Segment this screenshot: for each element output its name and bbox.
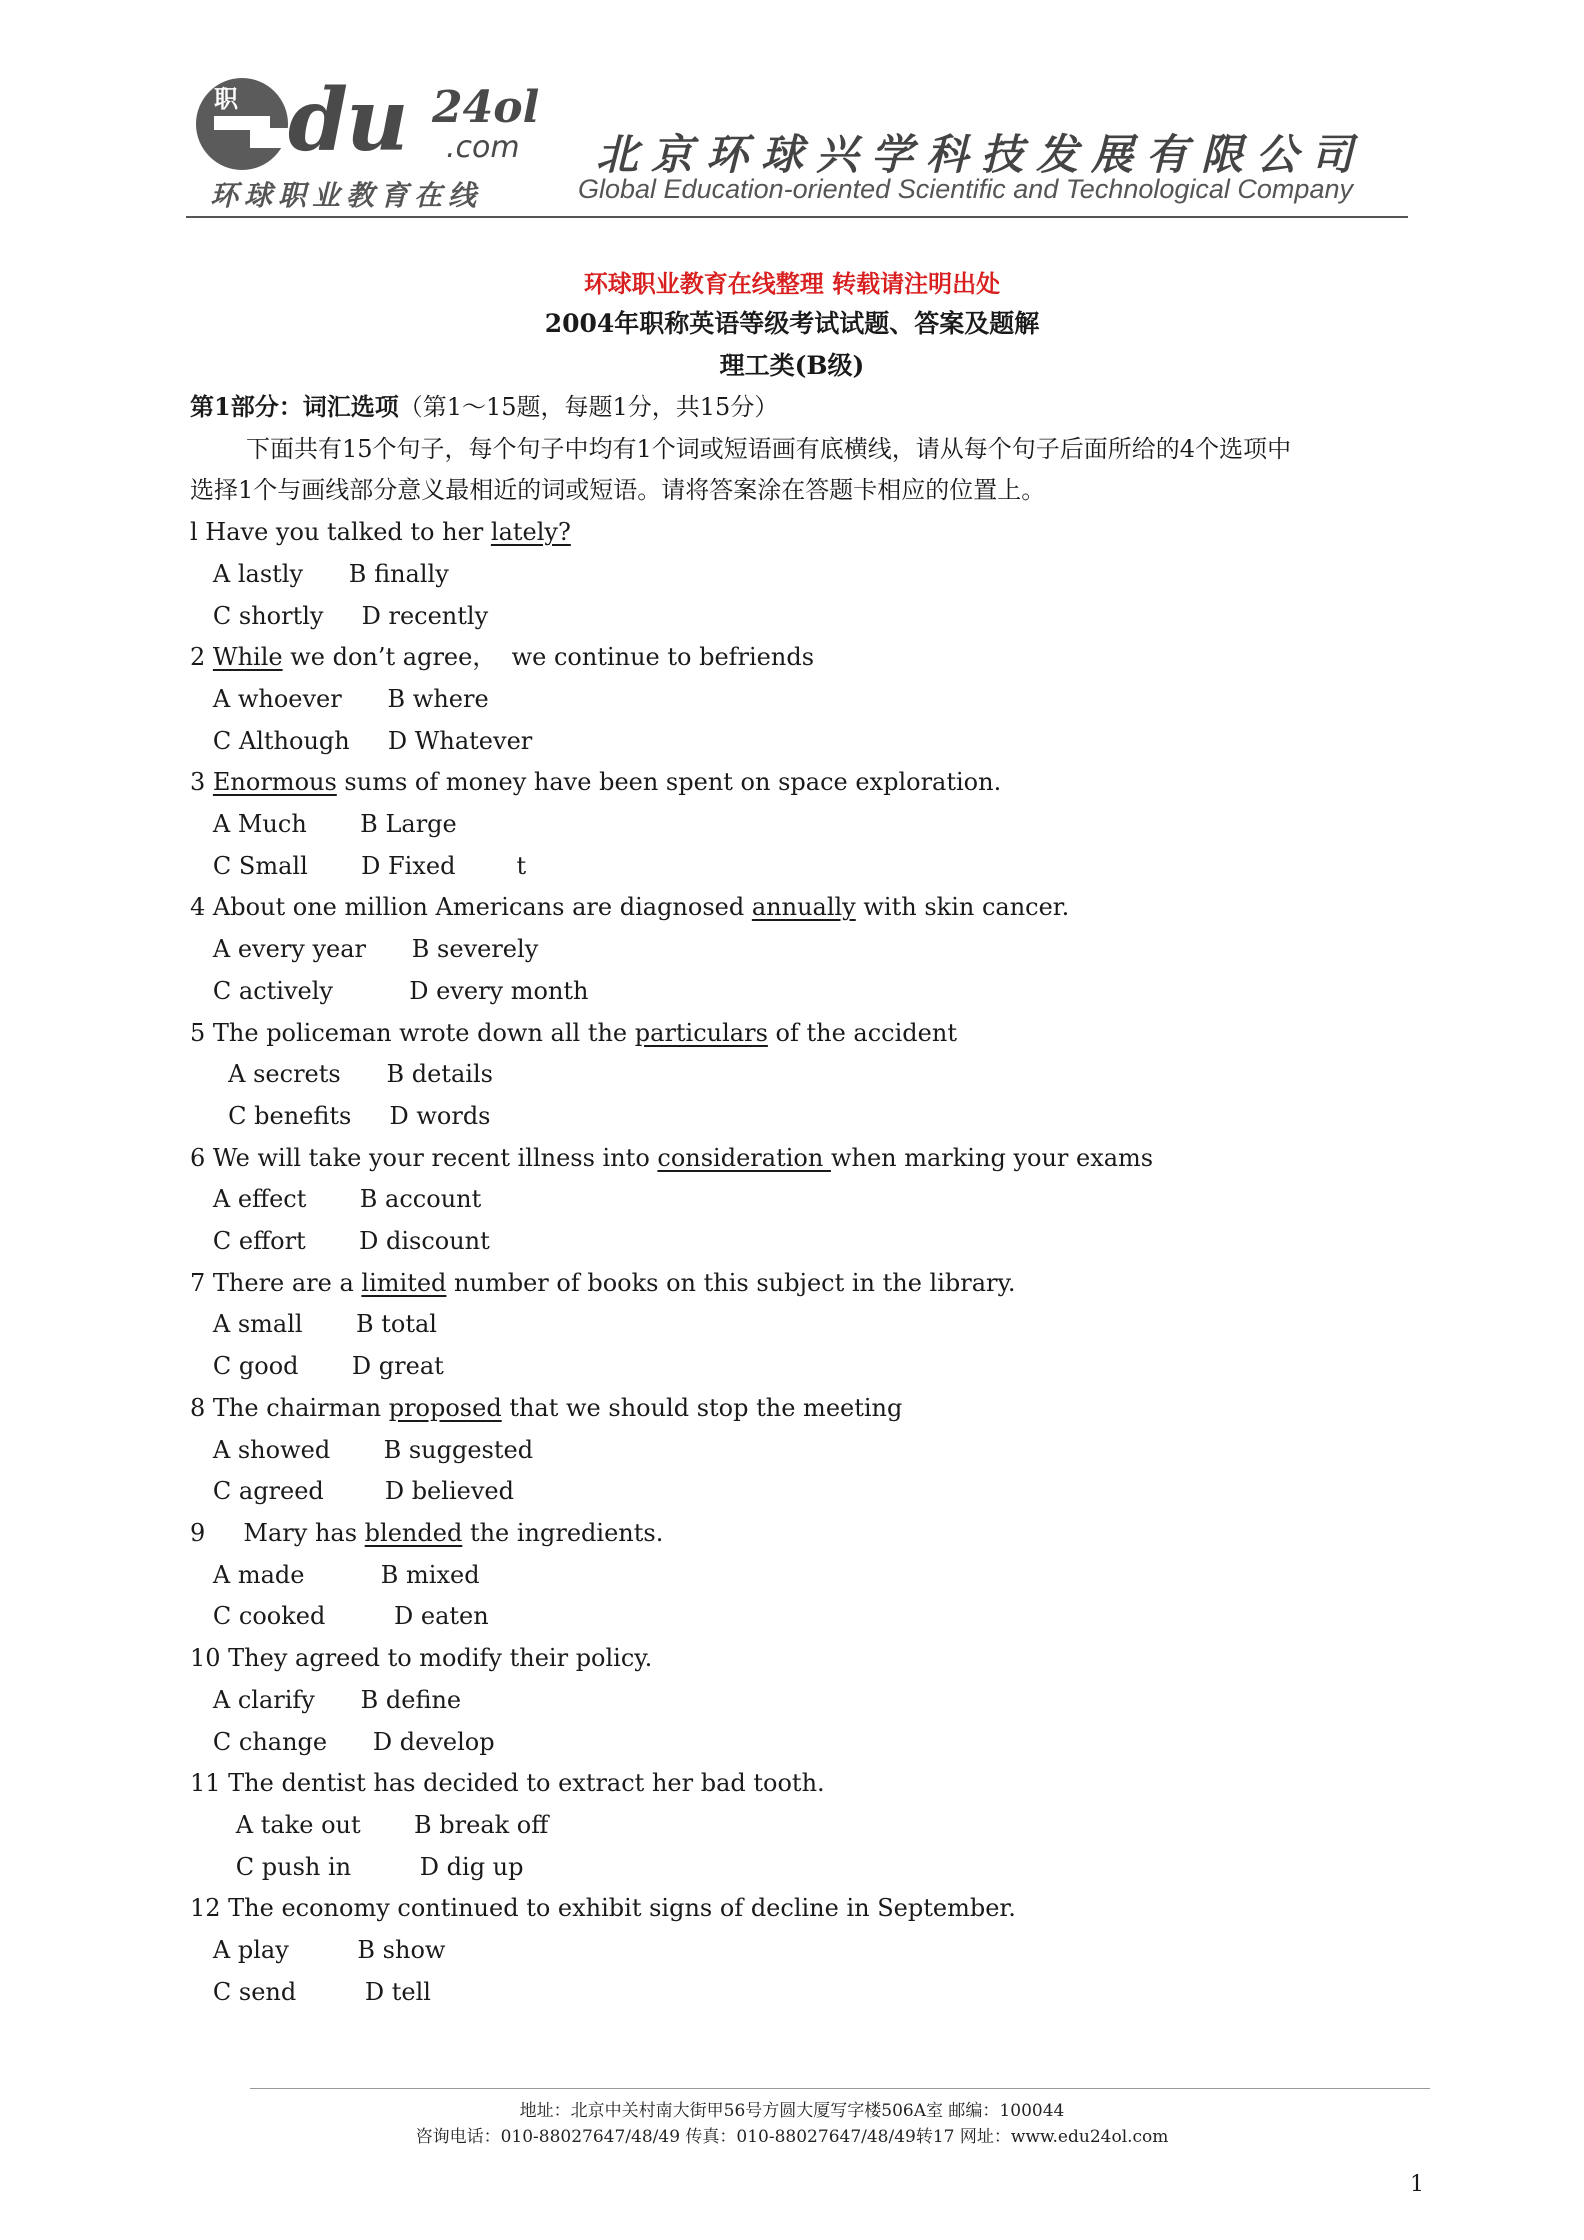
logo-chinese-tagline: 环球职业教育在线 bbox=[210, 179, 483, 212]
answer-options: C benefits D words bbox=[190, 1101, 491, 1130]
answer-options: C Small D Fixed t bbox=[190, 851, 527, 880]
underlined-word: blended bbox=[364, 1518, 463, 1547]
answer-options: A lastly B finally bbox=[190, 559, 449, 588]
underlined-word: particulars bbox=[634, 1018, 768, 1047]
logo-24ol: 24ol bbox=[432, 82, 540, 133]
answer-options: A made B mixed bbox=[190, 1560, 480, 1589]
page-number: 1 bbox=[1410, 2172, 1424, 2197]
question-text: 12 The economy continued to exhibit signs of decline in September. bbox=[190, 1894, 1016, 1923]
question-text: 4 About one million Americans are diagnosed bbox=[190, 893, 752, 922]
question-text: 9 Mary has bbox=[190, 1518, 365, 1547]
question-3 bbox=[190, 762, 1340, 804]
underlined-word: annually bbox=[751, 893, 856, 922]
question-text: 10 They agreed to modify their policy. bbox=[190, 1644, 653, 1673]
underlined-word: consideration bbox=[657, 1143, 831, 1172]
answer-options: A clarify B define bbox=[190, 1685, 462, 1714]
question-text: 3 bbox=[190, 768, 213, 797]
question-5 bbox=[190, 1013, 1340, 1055]
answer-options: C cooked D eaten bbox=[190, 1602, 489, 1631]
question-12 bbox=[190, 1888, 1340, 1930]
answer-options: C good D great bbox=[190, 1352, 444, 1381]
answer-options: A showed B suggested bbox=[190, 1435, 534, 1464]
question-text-tail: the ingredients. bbox=[462, 1518, 664, 1547]
company-name-chinese: 北京环球兴学科技发展有限公司 bbox=[596, 130, 1367, 179]
answer-options: A secrets B details bbox=[190, 1060, 493, 1089]
footer-divider bbox=[250, 2088, 1430, 2089]
answer-options: C agreed D believed bbox=[190, 1477, 514, 1506]
section-title: 第1部分：词汇选项 bbox=[190, 392, 399, 421]
logo-com: .com bbox=[446, 130, 520, 165]
question-list bbox=[190, 512, 1340, 2013]
answer-options: A effect B account bbox=[190, 1185, 482, 1214]
question-text: 2 bbox=[190, 643, 213, 672]
answer-options: A play B show bbox=[190, 1936, 446, 1965]
answer-options: A small B total bbox=[190, 1310, 437, 1339]
reprint-notice: 环球职业教育在线整理 转载请注明出处 bbox=[583, 269, 1001, 298]
answer-options: C push in D dig up bbox=[190, 1852, 524, 1881]
document-subtitle: 理工类(B级) bbox=[719, 351, 865, 380]
answer-options: C change D develop bbox=[190, 1727, 495, 1756]
question-text-tail: that we should stop the meeting bbox=[501, 1393, 903, 1422]
company-name-english: Global Education-oriented Scientific and Technological Company bbox=[578, 174, 1353, 204]
logo-e-cut bbox=[250, 128, 292, 148]
question-8 bbox=[190, 1388, 1340, 1430]
question-text: 11 The dentist has decided to extract her bad tooth. bbox=[190, 1769, 825, 1798]
logo-badge: 职 bbox=[214, 85, 238, 113]
question-text-tail: when marking your exams bbox=[830, 1143, 1154, 1172]
question-text-tail: sums of money have been spent on space exploration. bbox=[336, 768, 1002, 797]
question-text: l Have you talked to her bbox=[190, 518, 491, 547]
edu24ol-logo bbox=[196, 70, 556, 212]
answer-options: A take out B break off bbox=[190, 1810, 549, 1839]
question-2 bbox=[190, 637, 1340, 679]
question-9 bbox=[190, 1513, 1340, 1555]
underlined-word: limited bbox=[361, 1268, 447, 1297]
answer-options: C send D tell bbox=[190, 1977, 431, 2006]
letterhead bbox=[186, 70, 1408, 218]
answer-options: C Although D Whatever bbox=[190, 726, 533, 755]
exam-content bbox=[190, 386, 1340, 2013]
question-text-tail: number of books on this subject in the library. bbox=[446, 1268, 1016, 1297]
underlined-word: proposed bbox=[388, 1393, 502, 1422]
question-text: 6 We will take your recent illness into bbox=[190, 1143, 658, 1172]
underlined-word: While bbox=[212, 643, 283, 672]
question-1 bbox=[190, 512, 1340, 554]
question-text: 7 There are a bbox=[190, 1268, 362, 1297]
answer-options: A Much B Large bbox=[190, 810, 457, 839]
question-6 bbox=[190, 1138, 1340, 1180]
question-text: 5 The policeman wrote down all the bbox=[190, 1018, 635, 1047]
question-11 bbox=[190, 1763, 1340, 1805]
question-10 bbox=[190, 1638, 1340, 1680]
question-7 bbox=[190, 1263, 1340, 1305]
question-text-tail: with skin cancer. bbox=[855, 893, 1070, 922]
question-text: 8 The chairman bbox=[190, 1393, 389, 1422]
question-text-tail: of the accident bbox=[767, 1018, 957, 1047]
answer-options: C effort D discount bbox=[190, 1227, 490, 1256]
answer-options: A every year B severely bbox=[190, 935, 539, 964]
logo-du: du bbox=[288, 70, 407, 171]
answer-options: A whoever B where bbox=[190, 684, 489, 713]
footer-contact: 咨询电话：010-88027647/48/49 传真：010-88027647/48/49转17 网址：www.edu24ol.com bbox=[415, 2127, 1169, 2147]
header-divider bbox=[186, 216, 1408, 218]
answer-options: C shortly D recently bbox=[190, 601, 489, 630]
underlined-word: Enormous bbox=[212, 768, 337, 797]
section-range: （第1～15题，每题1分，共15分） bbox=[398, 393, 779, 421]
question-text-tail: we don’t agree， we continue to befriends bbox=[282, 643, 815, 672]
question-4 bbox=[190, 887, 1340, 929]
section-heading bbox=[190, 386, 1340, 429]
document-title: 2004年职称英语等级考试试题、答案及题解 bbox=[544, 309, 1040, 338]
underlined-word: lately? bbox=[490, 518, 571, 547]
footer-address: 地址：北京中关村南大街甲56号方圆大厦写字楼506A室 邮编：100044 bbox=[519, 2101, 1065, 2121]
section-instruction: 下面共有15个句子，每个句子中均有1个词或短语画有底横线，请从每个句子后面所给的4个选项中选择1个与画线部分意义最相近的词或短语。请将答案涂在答题卡相应的位置上。 bbox=[190, 434, 1292, 505]
answer-options: C actively D every month bbox=[190, 976, 589, 1005]
